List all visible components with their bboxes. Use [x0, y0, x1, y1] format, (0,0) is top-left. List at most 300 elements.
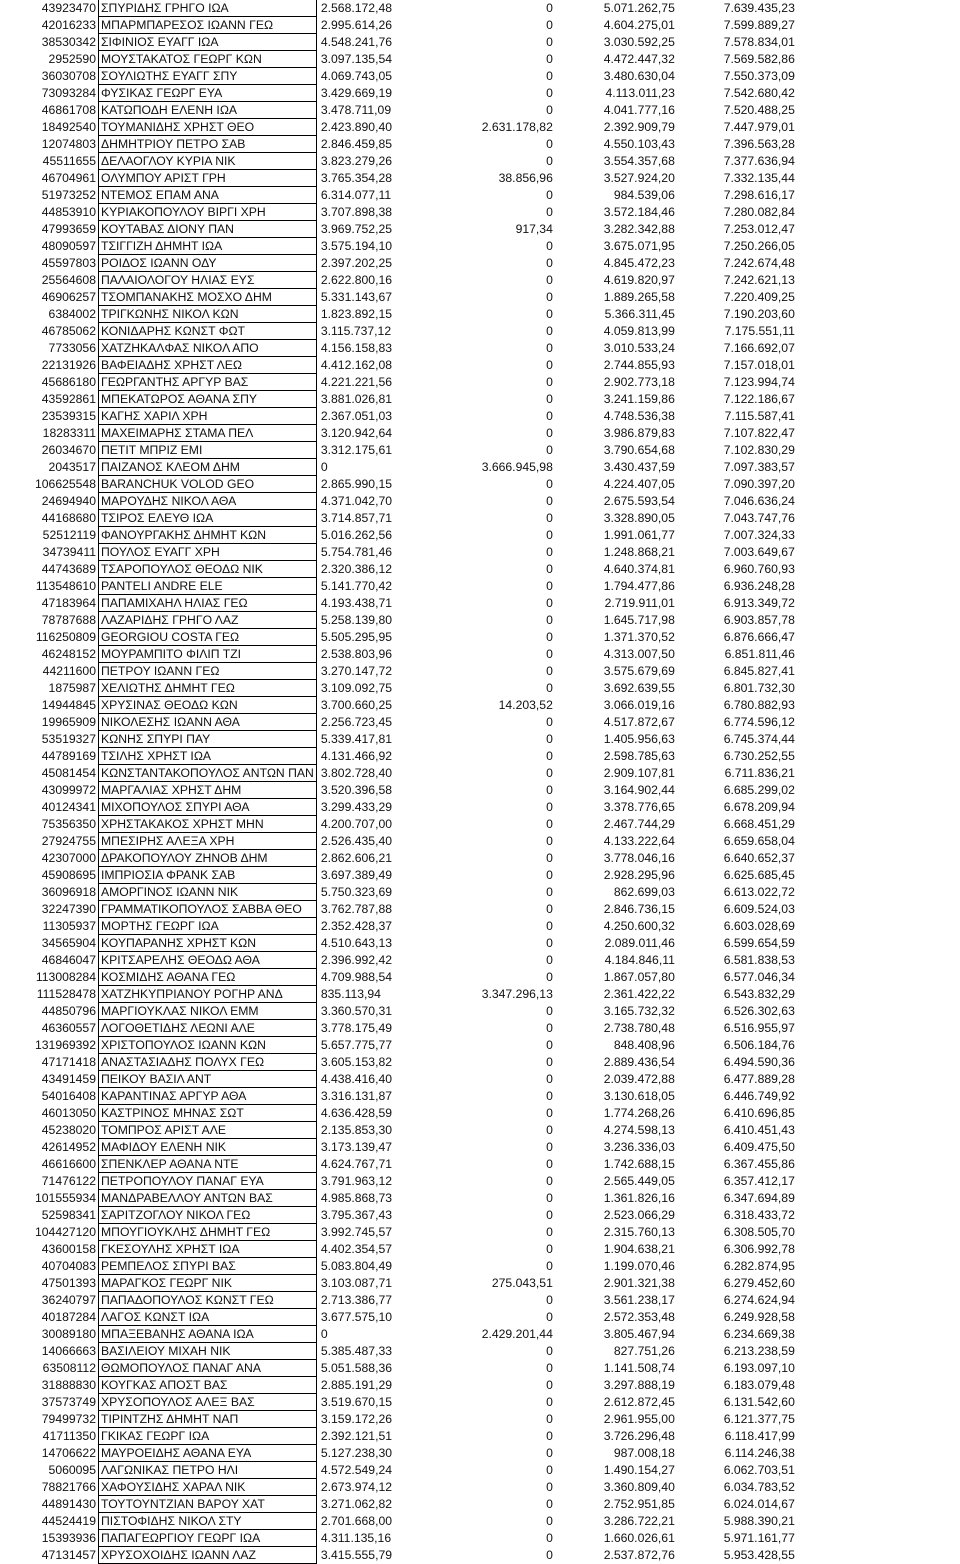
table-row — [6, 204, 799, 221]
row-amount-1: 3.270.147,72 — [320, 664, 393, 678]
table-row — [6, 34, 799, 51]
row-amount-3: 1.248.868,21 — [603, 545, 675, 559]
row-total: 6.410.696,85 — [723, 1106, 795, 1120]
row-amount-2: 0 — [546, 375, 553, 389]
table-row — [6, 595, 799, 612]
row-afm: 7733056 — [48, 341, 96, 355]
row-amount-1: 2.352.428,37 — [320, 919, 393, 933]
row-total: 6.609.524,03 — [723, 902, 795, 916]
row-afm: 45081454 — [41, 766, 96, 780]
row-amount-1: 4.636.428,59 — [320, 1106, 393, 1120]
row-amount-3: 2.846.736,15 — [603, 902, 675, 916]
row-name: ΠΑΠΑΔΟΠΟΥΛΟΣ ΚΩΝΣΤ ΓΕΩ — [99, 1292, 317, 1309]
row-amount-1: 3.120.942,64 — [320, 426, 393, 440]
row-amount-2: 0 — [546, 1106, 553, 1120]
row-total: 6.625.685,45 — [723, 868, 795, 882]
row-amount-1: 4.572.549,24 — [320, 1463, 393, 1477]
row-name: ΧΕΛΙΩΤΗΣ ΔΗΜΗΤ ΓΕΩ — [99, 680, 317, 697]
table-row — [6, 697, 799, 714]
row-name: ΟΛΥΜΠΟΥ ΑΡΙΣΤ ΓΡΗ — [99, 170, 317, 187]
row-afm: 40187284 — [41, 1310, 96, 1324]
row-amount-2: 0 — [546, 630, 553, 644]
table-row — [6, 510, 799, 527]
row-amount-3: 862.699,03 — [613, 885, 675, 899]
row-amount-1: 2.622.800,16 — [320, 273, 393, 287]
table-row — [6, 1462, 799, 1479]
row-amount-1: 1.823.892,15 — [320, 307, 393, 321]
row-amount-3: 2.089.011,46 — [604, 936, 675, 950]
row-name: ΚΟΥΠΑΡΑΝΗΣ ΧΡΗΣΤ ΚΩΝ — [99, 935, 317, 952]
row-amount-2: 0 — [546, 1157, 553, 1171]
row-amount-3: 4.113.011,23 — [605, 86, 675, 100]
row-afm: 15393936 — [41, 1531, 96, 1545]
table-row — [6, 136, 799, 153]
row-total: 5.953.428,55 — [723, 1548, 795, 1562]
row-amount-2: 0 — [546, 715, 553, 729]
table-row — [6, 425, 799, 442]
row-name: ΤΣΙΓΓΙΖΗ ΔΗΜΗΤ ΙΩΑ — [99, 238, 317, 255]
row-afm: 26034670 — [41, 443, 96, 457]
row-amount-1: 5.051.588,36 — [320, 1361, 393, 1375]
row-amount-2: 0 — [546, 205, 553, 219]
table-row — [6, 748, 799, 765]
table-row — [6, 1156, 799, 1173]
row-total: 5.971.161,77 — [723, 1531, 795, 1545]
row-afm: 38530342 — [41, 35, 96, 49]
row-amount-3: 3.480.630,04 — [603, 69, 675, 83]
row-name: ΤΟΥΤΟΥΝΤΖΙΑΝ ΒΑΡΟΥ ΧΑΤ — [99, 1496, 317, 1513]
row-amount-1: 3.173.139,47 — [320, 1140, 393, 1154]
row-total: 6.274.624,94 — [723, 1293, 795, 1307]
row-amount-2: 0 — [546, 1293, 553, 1307]
row-afm: 106625548 — [34, 477, 96, 491]
table-row — [6, 1479, 799, 1496]
row-name: ΜΑΦΙΔΟΥ ΕΛΕΝΗ ΝΙΚ — [99, 1139, 317, 1156]
row-amount-3: 2.719.911,01 — [604, 596, 675, 610]
row-amount-1: 5.339.417,81 — [320, 732, 393, 746]
row-name: ΛΟΓΟΘΕΤΙΔΗΣ ΛΕΩΝΙ ΑΛΕ — [99, 1020, 317, 1037]
row-total: 6.249.928,58 — [723, 1310, 795, 1324]
row-afm: 47183964 — [41, 596, 96, 610]
row-amount-1: 3.765.354,28 — [320, 171, 393, 185]
row-total: 7.250.266,05 — [723, 239, 795, 253]
row-amount-3: 2.909.107,81 — [603, 766, 675, 780]
row-amount-2: 0 — [546, 664, 553, 678]
table-row — [6, 629, 799, 646]
row-amount-2: 0 — [546, 35, 553, 49]
row-amount-2: 0 — [546, 1191, 553, 1205]
row-afm: 47501393 — [41, 1276, 96, 1290]
row-amount-1: 5.258.139,80 — [320, 613, 393, 627]
table-row — [6, 1190, 799, 1207]
row-amount-2: 0 — [546, 766, 553, 780]
row-afm: 44891430 — [41, 1497, 96, 1511]
row-name: ΒΑΦΕΙΑΔΗΣ ΧΡΗΣΤ ΛΕΩ — [99, 357, 317, 374]
row-total: 6.516.955,97 — [723, 1021, 795, 1035]
row-total: 7.253.012,47 — [723, 222, 795, 236]
row-amount-2: 0 — [546, 749, 553, 763]
table-row — [6, 102, 799, 119]
row-afm: 42307000 — [41, 851, 96, 865]
row-amount-1: 4.311.135,16 — [320, 1531, 392, 1545]
table-row — [6, 459, 799, 476]
row-name: ΤΣΙΛΗΣ ΧΡΗΣΤ ΙΩΑ — [99, 748, 317, 765]
row-name: ΜΑΥΡΟΕΙΔΗΣ ΑΘΑΝΑ ΕΥΑ — [99, 1445, 317, 1462]
row-amount-3: 3.378.776,65 — [603, 800, 675, 814]
row-name: ΔΡΑΚΟΠΟΥΛΟΥ ΖΗΝΟΒ ΔΗΜ — [99, 850, 317, 867]
row-amount-1: 2.423.890,40 — [320, 120, 393, 134]
row-afm: 41711350 — [42, 1429, 96, 1443]
row-total: 7.280.082,84 — [723, 205, 795, 219]
row-afm: 113008284 — [35, 970, 96, 984]
row-amount-2: 0 — [546, 1140, 553, 1154]
row-amount-3: 1.371.370,52 — [603, 630, 675, 644]
row-amount-3: 1.794.477,86 — [603, 579, 675, 593]
row-amount-3: 2.598.785,63 — [603, 749, 675, 763]
row-total: 7.242.621,13 — [723, 273, 795, 287]
table-row — [6, 833, 799, 850]
row-amount-1: 4.438.416,40 — [320, 1072, 393, 1086]
row-afm: 46906257 — [41, 290, 96, 304]
row-amount-3: 1.490.154,27 — [603, 1463, 675, 1477]
row-name: ΧΡΙΣΤΟΠΟΥΛΟΣ ΙΩΑΝΝ ΚΩΝ — [99, 1037, 317, 1054]
row-amount-3: 2.738.780,48 — [603, 1021, 675, 1035]
row-total: 6.774.596,12 — [723, 715, 795, 729]
row-amount-2: 0 — [546, 511, 553, 525]
row-afm: 47171418 — [41, 1055, 96, 1069]
row-total: 6.801.732,30 — [723, 681, 795, 695]
row-name: ΤΡΙΓΚΩΝΗΣ ΝΙΚΟΛ ΚΩΝ — [99, 306, 317, 323]
row-afm: 71476122 — [41, 1174, 96, 1188]
row-amount-2: 0 — [546, 239, 553, 253]
row-amount-3: 4.059.813,99 — [603, 324, 675, 338]
table-row — [6, 544, 799, 561]
table-row — [6, 119, 799, 136]
row-amount-3: 4.517.872,67 — [603, 715, 675, 729]
row-amount-1: 3.795.367,43 — [320, 1208, 393, 1222]
row-amount-3: 4.133.222,64 — [603, 834, 675, 848]
row-total: 6.780.882,93 — [723, 698, 795, 712]
row-amount-3: 4.619.820,97 — [603, 273, 675, 287]
row-amount-1: 3.791.963,12 — [320, 1174, 393, 1188]
row-afm: 63508112 — [42, 1361, 96, 1375]
table-row — [6, 1020, 799, 1037]
row-amount-2: 0 — [546, 783, 553, 797]
row-amount-2: 0 — [546, 154, 553, 168]
row-amount-2: 0 — [546, 1412, 553, 1426]
row-total: 6.581.838,53 — [723, 953, 795, 967]
row-name: ΣΠΥΡΙΔΗΣ ΓΡΗΓΟ ΙΩΑ — [99, 0, 317, 17]
row-total: 6.034.783,52 — [723, 1480, 795, 1494]
table-row — [6, 0, 799, 17]
table-row — [6, 187, 799, 204]
row-total: 7.123.994,74 — [723, 375, 795, 389]
row-amount-1: 3.429.669,19 — [320, 86, 393, 100]
table-row — [6, 527, 799, 544]
row-amount-1: 5.754.781,46 — [320, 545, 393, 559]
row-amount-1: 4.402.354,57 — [320, 1242, 393, 1256]
row-name: ΠΑΠΑΓΕΩΡΓΙΟΥ ΓΕΩΡΓ ΙΩΑ — [99, 1530, 317, 1547]
row-name: ΝΙΚΟΛΕΣΗΣ ΙΩΑΝΝ ΑΘΑ — [99, 714, 317, 731]
row-name: ΑΝΑΣΤΑΣΙΑΔΗΣ ΠΟΛΥΧ ΓΕΩ — [99, 1054, 317, 1071]
row-amount-3: 3.430.437,59 — [603, 460, 675, 474]
row-amount-1: 4.510.643,13 — [320, 936, 393, 950]
row-amount-2: 0 — [546, 392, 553, 406]
row-amount-2: 0 — [546, 1021, 553, 1035]
row-amount-2: 0 — [546, 1548, 553, 1562]
row-name: ΜΑΧΕΙΜΑΡΗΣ ΣΤΑΜΑ ΠΕΛ — [99, 425, 317, 442]
table-row — [6, 612, 799, 629]
row-amount-3: 1.645.717,98 — [603, 613, 675, 627]
row-amount-3: 4.224.407,05 — [603, 477, 675, 491]
row-amount-1: 5.127.238,30 — [320, 1446, 393, 1460]
row-amount-3: 3.282.342,88 — [603, 222, 675, 236]
table-row — [6, 340, 799, 357]
table-row — [6, 782, 799, 799]
row-total: 7.115.587,41 — [724, 409, 795, 423]
row-afm: 46360557 — [41, 1021, 96, 1035]
row-amount-1: 4.221.221,56 — [320, 375, 393, 389]
row-amount-2: 0 — [546, 596, 553, 610]
row-name: ΣΑΡΙΤΖΟΓΛΟΥ ΝΙΚΟΛ ΓΕΩ — [99, 1207, 317, 1224]
row-amount-3: 1.199.070,46 — [603, 1259, 675, 1273]
table-row — [6, 51, 799, 68]
row-amount-3: 5.366.311,45 — [604, 307, 675, 321]
row-amount-2: 2.429.201,44 — [481, 1327, 553, 1341]
row-afm: 43923470 — [41, 1, 96, 16]
table-row — [6, 1054, 799, 1071]
row-total: 6.121.377,75 — [723, 1412, 795, 1426]
row-amount-1: 835.113,94 — [320, 987, 381, 1001]
row-amount-2: 0 — [546, 290, 553, 304]
row-total: 6.960.760,93 — [723, 562, 795, 576]
row-amount-1: 5.016.262,56 — [320, 528, 393, 542]
row-amount-3: 1.991.061,77 — [603, 528, 675, 542]
row-name: ΜΟΥΣΤΑΚΑΤΟΣ ΓΕΩΡΓ ΚΩΝ — [99, 51, 317, 68]
table-row — [6, 442, 799, 459]
row-name: ΠΑΙΖΑΝΟΣ ΚΛΕΟΜ ΔΗΜ — [99, 459, 317, 476]
row-total: 6.409.475,50 — [723, 1140, 795, 1154]
row-name: ΠΕΤΙΤ ΜΠΡΙΖ ΕΜΙ — [99, 442, 317, 459]
row-amount-1: 2.320.386,12 — [320, 562, 393, 576]
row-total: 7.447.979,01 — [723, 120, 795, 134]
row-afm: 34565904 — [41, 936, 96, 950]
table-row — [6, 1292, 799, 1309]
row-amount-2: 0 — [546, 1446, 553, 1460]
row-name: ΝΤΕΜΟΣ ΕΠΑΜ ΑΝΑ — [99, 187, 317, 204]
row-amount-1: 2.135.853,30 — [320, 1123, 393, 1137]
row-total: 7.046.636,24 — [723, 494, 795, 508]
table-row — [6, 1394, 799, 1411]
row-total: 6.526.302,63 — [723, 1004, 795, 1018]
row-amount-3: 2.315.760,13 — [603, 1225, 675, 1239]
row-afm: 18283311 — [42, 426, 96, 440]
row-afm: 2952590 — [48, 52, 96, 66]
table-row — [6, 1122, 799, 1139]
row-name: ΦΥΣΙΚΑΣ ΓΕΩΡΓ ΕΥΑ — [99, 85, 317, 102]
row-name: ΜΑΝΔΡΑΒΕΛΛΟΥ ΑΝΤΩΝ ΒΑΣ — [99, 1190, 317, 1207]
row-afm: 46861708 — [41, 103, 96, 117]
row-amount-3: 3.805.467,94 — [603, 1327, 675, 1341]
row-name: ΤΣΑΡΟΠΟΥΛΟΣ ΘΕΟΔΩ ΝΙΚ — [99, 561, 317, 578]
table-row — [6, 969, 799, 986]
row-amount-1: 5.505.295,95 — [320, 630, 393, 644]
row-amount-1: 2.673.974,12 — [320, 1480, 393, 1494]
row-amount-1: 4.156.158,83 — [320, 341, 393, 355]
row-amount-3: 3.164.902,44 — [603, 783, 675, 797]
row-name: ΠΟΥΛΟΣ ΕΥΑΓΓ ΧΡΗ — [99, 544, 317, 561]
row-amount-1: 0 — [320, 1327, 328, 1341]
row-amount-2: 0 — [546, 1378, 553, 1392]
row-afm: 11305937 — [42, 919, 96, 933]
row-total: 6.506.184,76 — [723, 1038, 795, 1052]
row-amount-2: 14.203,52 — [498, 698, 553, 712]
row-amount-3: 1.361.826,16 — [603, 1191, 675, 1205]
row-afm: 111528478 — [36, 987, 96, 1001]
table-row — [6, 1326, 799, 1343]
row-total: 7.520.488,25 — [723, 103, 795, 117]
row-amount-3: 3.726.296,48 — [603, 1429, 675, 1443]
row-amount-3: 3.692.639,55 — [603, 681, 675, 695]
row-amount-3: 2.612.872,45 — [603, 1395, 675, 1409]
row-total: 6.577.046,34 — [723, 970, 795, 984]
row-total: 6.876.666,47 — [723, 630, 795, 644]
row-amount-2: 0 — [546, 1480, 553, 1494]
row-amount-2: 0 — [546, 579, 553, 593]
row-amount-3: 4.274.598,13 — [603, 1123, 675, 1137]
row-total: 6.903.857,78 — [723, 613, 795, 627]
row-name: ΚΑΤΩΠΟΔΗ ΕΛΕΝΗ ΙΩΑ — [99, 102, 317, 119]
row-total: 6.118.417,99 — [724, 1429, 795, 1443]
row-total: 6.234.669,38 — [723, 1327, 795, 1341]
row-name: ΛΑΓΟΣ ΚΩΝΣΤ ΙΩΑ — [99, 1309, 317, 1326]
row-total: 7.220.409,25 — [723, 290, 795, 304]
row-amount-1: 3.097.135,54 — [320, 52, 393, 66]
table-row — [6, 374, 799, 391]
row-amount-3: 984.539,06 — [613, 188, 675, 202]
row-total: 6.613.022,72 — [723, 885, 795, 899]
row-total: 6.603.028,69 — [723, 919, 795, 933]
row-afm: 34739411 — [42, 545, 96, 559]
row-amount-2: 0 — [546, 409, 553, 423]
row-afm: 46846047 — [41, 953, 96, 967]
row-amount-3: 5.071.262,75 — [603, 1, 675, 16]
row-amount-2: 0 — [546, 868, 553, 882]
row-amount-1: 3.700.660,25 — [320, 698, 393, 712]
table-row — [6, 1445, 799, 1462]
row-amount-1: 2.392.121,51 — [320, 1429, 393, 1443]
row-amount-2: 0 — [546, 188, 553, 202]
row-name: ΧΡΗΣΤΑΚΑΚΟΣ ΧΡΗΣΤ ΜΗΝ — [99, 816, 317, 833]
row-amount-1: 3.605.153,82 — [320, 1055, 393, 1069]
row-amount-3: 848.408,96 — [613, 1038, 675, 1052]
row-total: 6.668.451,29 — [723, 817, 795, 831]
row-name: ΚΟΝΙΔΑΡΗΣ ΚΩΝΣΤ ΦΩΤ — [99, 323, 317, 340]
row-afm: 30089180 — [41, 1327, 96, 1341]
row-amount-2: 0 — [546, 1055, 553, 1069]
row-amount-2: 0 — [546, 919, 553, 933]
row-afm: 52598341 — [41, 1208, 96, 1222]
row-name: ΣΙΦΙΝΙΟΣ ΕΥΑΓΓ ΙΩΑ — [99, 34, 317, 51]
row-amount-3: 2.039.472,88 — [603, 1072, 675, 1086]
row-name: ΚΡΙΤΣΑΡΕΛΗΣ ΘΕΟΔΩ ΑΘΑ — [99, 952, 317, 969]
table-row — [6, 153, 799, 170]
row-afm: 113548610 — [35, 579, 96, 593]
row-afm: 116250809 — [35, 630, 96, 644]
row-amount-2: 275.043,51 — [491, 1276, 553, 1290]
row-amount-3: 3.241.159,86 — [603, 392, 675, 406]
row-afm: 5060095 — [48, 1463, 96, 1477]
row-total: 6.477.889,28 — [723, 1072, 795, 1086]
row-afm: 45597803 — [41, 256, 96, 270]
row-name: ΧΡΥΣΟΠΟΥΛΟΣ ΑΛΕΞ ΒΑΣ — [99, 1394, 317, 1411]
row-total: 6.024.014,67 — [723, 1497, 795, 1511]
row-amount-2: 0 — [546, 1463, 553, 1477]
row-afm: 14944845 — [41, 698, 96, 712]
row-afm: 51973252 — [41, 188, 96, 202]
row-amount-3: 2.537.872,76 — [603, 1548, 675, 1562]
row-afm: 47131457 — [41, 1548, 96, 1562]
row-total: 7.190.203,60 — [723, 307, 795, 321]
row-name: ΤΣΟΜΠΑΝΑΚΗΣ ΜΟΣΧΟ ΔΗΜ — [99, 289, 317, 306]
row-name: ΜΠΕΚΑΤΩΡΟΣ ΑΘΑΝΑ ΣΠΥ — [99, 391, 317, 408]
row-amount-3: 3.527.924,20 — [603, 171, 675, 185]
row-amount-3: 827.751,26 — [613, 1344, 675, 1358]
table-row — [6, 765, 799, 782]
row-amount-2: 0 — [546, 562, 553, 576]
row-amount-3: 4.640.374,81 — [603, 562, 675, 576]
row-amount-1: 4.624.767,71 — [320, 1157, 393, 1171]
table-row — [6, 731, 799, 748]
row-amount-3: 3.130.618,05 — [603, 1089, 675, 1103]
row-afm: 2043517 — [48, 460, 96, 474]
row-total: 7.166.692,07 — [723, 341, 795, 355]
row-afm: 46616600 — [41, 1157, 96, 1171]
row-afm: 22131926 — [41, 358, 96, 372]
row-total: 7.242.674,48 — [723, 256, 795, 270]
row-name: ΧΑΤΖΗΚΥΠΡΙΑΝΟΥ ΡΟΓΗΡ ΑΝΔ — [99, 986, 317, 1003]
row-total: 7.175.551,11 — [724, 324, 795, 338]
row-name: ΧΑΤΖΗΚΑΛΦΑΣ ΝΙΚΟΛ ΑΠΟ — [99, 340, 317, 357]
row-name: ΚΟΥΤΑΒΑΣ ΔΙΟΝΥ ΠΑΝ — [99, 221, 317, 238]
row-amount-2: 0 — [546, 1429, 553, 1443]
row-name: ΛΑΖΑΡΙΔΗΣ ΓΡΗΓΟ ΛΑΖ — [99, 612, 317, 629]
row-name: ΤΟΥΜΑΝΙΔΗΣ ΧΡΗΣΤ ΘΕΟ — [99, 119, 317, 136]
row-afm: 14706622 — [41, 1446, 96, 1460]
row-afm: 44853910 — [41, 205, 96, 219]
table-row — [6, 1071, 799, 1088]
row-afm: 12074803 — [41, 137, 96, 151]
row-name: ΜΑΡΓΑΛΙΑΣ ΧΡΗΣΤ ΔΗΜ — [99, 782, 317, 799]
row-total: 6.685.299,02 — [723, 783, 795, 797]
row-name: ΠΑΛΑΙΟΛΟΓΟΥ ΗΛΙΑΣ ΕΥΣ — [99, 272, 317, 289]
row-amount-2: 917,34 — [515, 222, 553, 236]
row-amount-1: 2.846.459,85 — [320, 137, 393, 151]
row-total: 7.578.834,01 — [723, 35, 795, 49]
row-afm: 131969392 — [34, 1038, 96, 1052]
row-name: ΤΙΡΙΝΤΖΗΣ ΔΗΜΗΤ ΝΑΠ — [99, 1411, 317, 1428]
row-amount-3: 4.184.846,11 — [604, 953, 675, 967]
row-name: ΔΗΜΗΤΡΙΟΥ ΠΕΤΡΟ ΣΑΒ — [99, 136, 317, 153]
row-total: 7.043.747,76 — [723, 511, 795, 525]
table-row — [6, 952, 799, 969]
row-amount-1: 4.412.162,08 — [320, 358, 393, 372]
row-name: ΒΑΣΙΛΕΙΟΥ ΜΙΧΑΗ ΝΙΚ — [99, 1343, 317, 1360]
table-row — [6, 663, 799, 680]
row-total: 7.377.636,94 — [723, 154, 795, 168]
table-row — [6, 85, 799, 102]
row-amount-1: 3.478.711,09 — [320, 103, 392, 117]
